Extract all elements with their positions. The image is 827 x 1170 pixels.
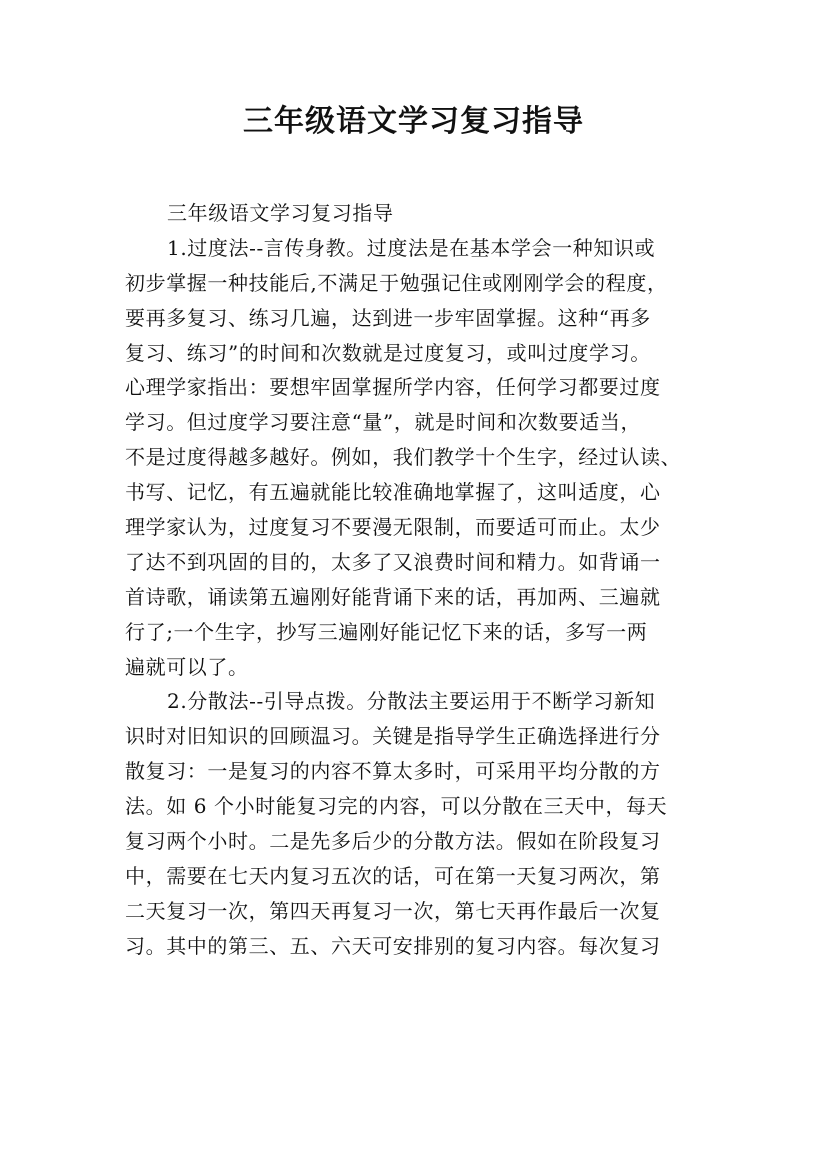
body-line: 散复习：一是复习的内容不算太多时，可采用平均分散的方	[125, 759, 661, 784]
document-title: 三年级语文学习复习指导	[243, 104, 584, 139]
body-line: 学习。但过度学习要注意“量”，就是时间和次数要适当，	[125, 410, 642, 435]
body-line: 了达不到巩固的目的，太多了又浪费时间和精力。如背诵一	[125, 549, 661, 574]
body-line: 不是过度得越多越好。例如，我们教学十个生字，经过认读、	[125, 445, 682, 470]
body-line: 理学家认为，过度复习不要漫无限制，而要适可而止。太少	[125, 515, 661, 540]
document-body	[125, 196, 725, 964]
body-line: 复习、练习”的时间和次数就是过度复习，或叫过度学习。	[125, 340, 651, 365]
body-line: 心理学家指出：要想牢固掌握所学内容，任何学习都要过度	[125, 375, 661, 400]
body-line: 首诗歌，诵读第五遍刚好能背诵下来的话，再加两、三遍就	[125, 584, 661, 609]
body-line: 识时对旧知识的回顾温习。关键是指导学生正确选择进行分	[125, 724, 661, 749]
body-line: 要再多复习、练习几遍，达到进一步牢固掌握。这种“再多	[125, 305, 651, 330]
body-line: 初步掌握一种技能后,不满足于勉强记住或刚刚学会的程度，	[125, 270, 668, 295]
body-line: 习。其中的第三、五、六天可安排别的复习内容。每次复习	[125, 933, 661, 958]
body-line: 三年级语文学习复习指导	[167, 201, 394, 225]
body-line: 法。如 6 个小时能复习完的内容，可以分散在三天中，每天	[125, 794, 668, 819]
body-line: 书写、记忆，有五遍就能比较准确地掌握了，这叫适度，心	[125, 480, 661, 505]
body-line: 中，需要在七天内复习五次的话，可在第一天复习两次，第	[125, 863, 661, 888]
body-line: 复习两个小时。二是先多后少的分散方法。假如在阶段复习	[125, 829, 661, 854]
body-line: 行了;一个生字，抄写三遍刚好能记忆下来的话，多写一两	[125, 619, 648, 644]
body-line: 2.分散法--引导点拨。分散法主要运用于不断学习新知	[167, 689, 656, 714]
body-line: 1.过度法--言传身教。过度法是在基本学会一种知识或	[167, 235, 656, 260]
body-line: 二天复习一次，第四天再复习一次，第七天再作最后一次复	[125, 898, 661, 923]
body-line: 遍就可以了。	[125, 654, 249, 679]
